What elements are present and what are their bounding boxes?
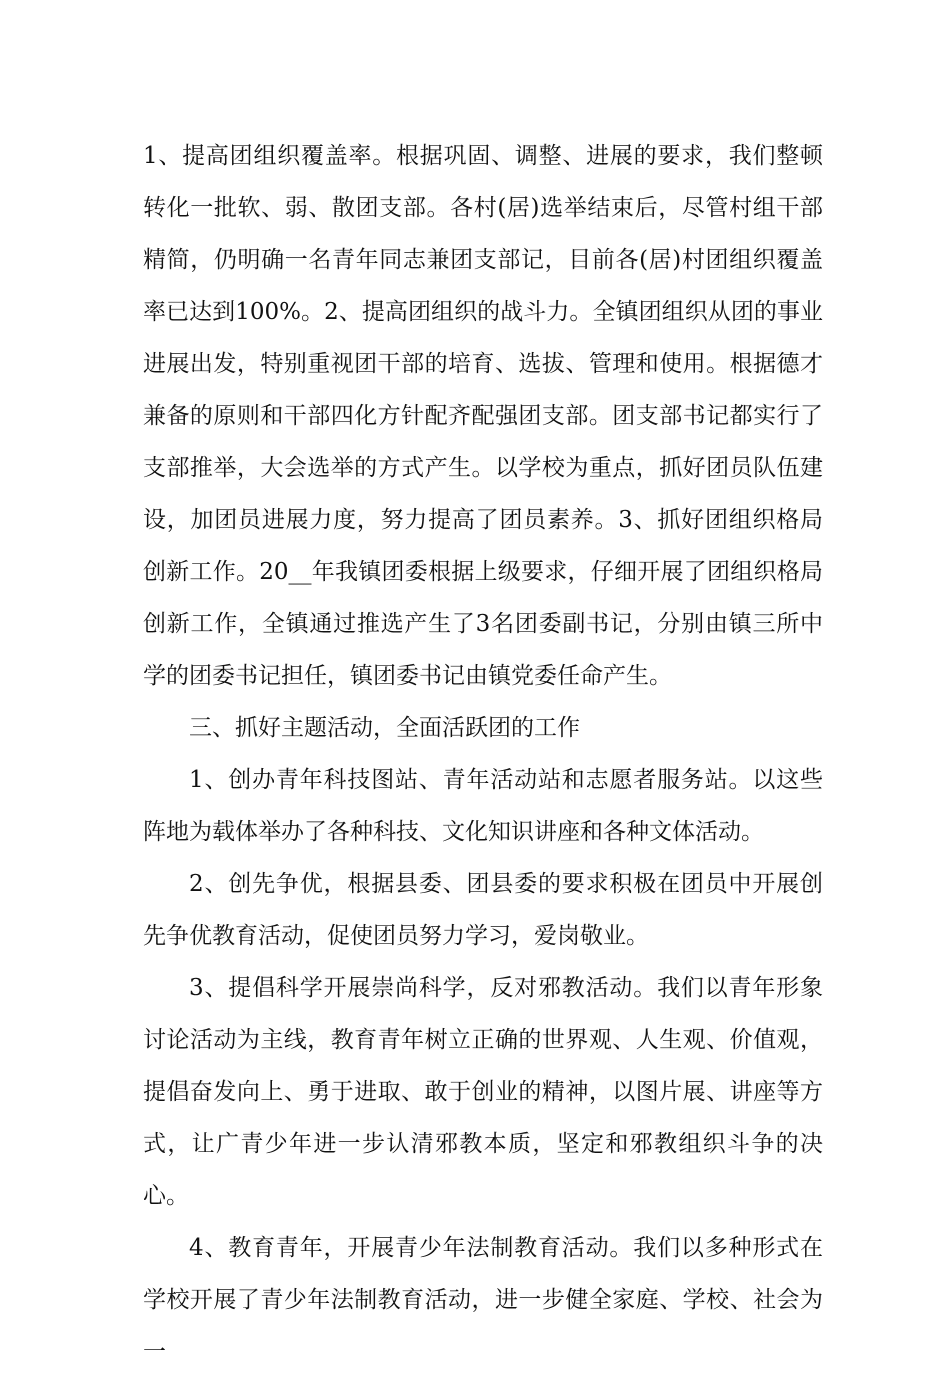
section-heading-theme-activities: 三、抓好主题活动，全面活跃团的工作 — [189, 715, 580, 741]
paragraph-youth-stations: 1、创办青年科技图站、青年活动站和志愿者服务站。以这些阵地为载体举办了各种科技、文化知识讲座和各种文体活动。 — [143, 767, 823, 845]
paragraph-legal-education: 4、教育青年，开展青少年法制教育活动。我们以多种形式在学校开展了青少年法制教育活动，进一步健全家庭、学校、社会为一 — [143, 1235, 823, 1365]
paragraph-organization-coverage: 1、提高团组织覆盖率。根据巩固、调整、进展的要求，我们整顿转化一批软、弱、散团支部。各村(居)选举结束后，尽管村组干部精简，仍明确一名青年同志兼团支部记，目前各(居)村团组织覆盖率已达到100%。2、提高团组织的战斗力。全镇团组织从团的事业进展出发，特别重视团干部的培育、选拔、管理和使用。根据德才兼备的原则和干部四化方针配齐配强团支部。团支部书记都实行了支部推举，大会选举的方式产生。以学校为重点，抓好团员队伍建设，加团员进展力度，努力提高了团员素养。3、抓好团组织格局创新工作。20__年我镇团委根据上级要求，仔细开展了团组织格局创新工作，全镇通过推选产生了3名团委副书记，分别由镇三所中学的团委书记担任，镇团委书记由镇党委任命产生。 — [143, 143, 823, 689]
paragraph-excellence-campaign: 2、创先争优，根据县委、团县委的要求积极在团员中开展创先争优教育活动，促使团员努力学习，爱岗敬业。 — [143, 871, 823, 949]
document-body — [143, 130, 823, 1378]
paragraph-science-against-cult: 3、提倡科学开展崇尚科学，反对邪教活动。我们以青年形象讨论活动为主线，教育青年树立正确的世界观、人生观、价值观，提倡奋发向上、勇于进取、敢于创业的精神，以图片展、讲座等方式，让广青少年进一步认清邪教本质，坚定和邪教组织斗争的决心。 — [143, 975, 823, 1209]
